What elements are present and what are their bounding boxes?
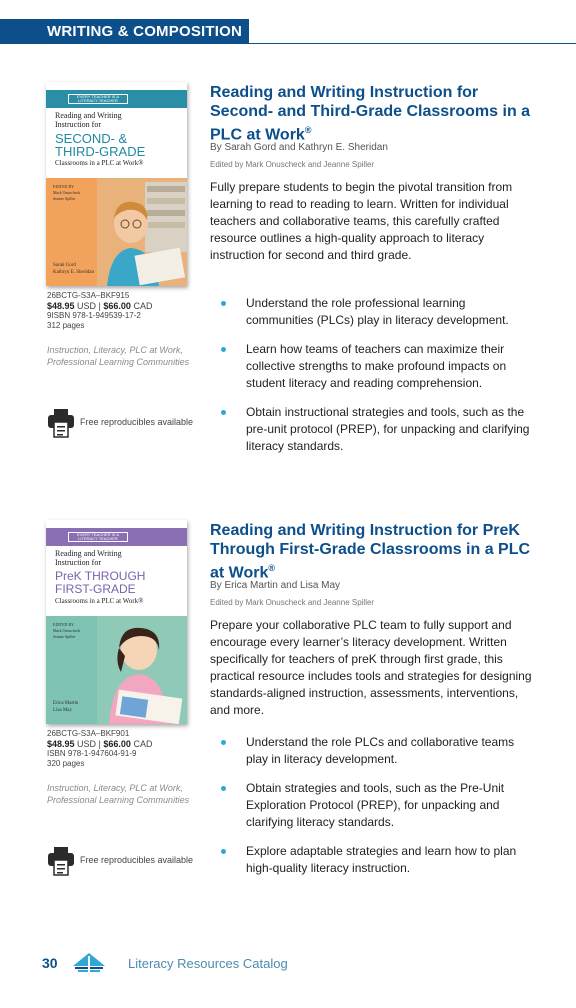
list-item: Obtain strategies and tools, such as the Pre-Unit Exploration Protocol (PREP), for unpacking and clarifying literacy standards.: [216, 780, 536, 831]
cover-series-band: [46, 90, 187, 108]
usd-label: USD |: [77, 739, 101, 749]
isbn: 9ISBN 978-1-949539-17-2: [47, 311, 141, 320]
price: [47, 739, 197, 749]
printer-icon: [47, 408, 75, 438]
cover-editor: Mark Onuscheck: [53, 628, 81, 633]
price-cad: $66.00: [103, 739, 131, 749]
cover-title-big: SECOND- &: [55, 131, 128, 146]
cover-series-band: [46, 528, 187, 546]
cover-title-line: Reading and Writing: [55, 111, 122, 120]
cover-title-line: Reading and Writing: [55, 549, 122, 558]
cover-title-line: Instruction for: [55, 558, 101, 567]
page-count: 320 pages: [47, 759, 85, 768]
printer-icon: [47, 846, 75, 876]
product-code: 26BCTG-S3A–BKF915: [47, 291, 130, 300]
byline: By Sarah Gord and Kathryn E. Sheridan: [210, 142, 388, 153]
cover-title-big: THIRD-GRADE: [55, 144, 146, 159]
list-item: Explore adaptable strategies and learn how to plan high-quality literacy instruction.: [216, 843, 536, 877]
description: Fully prepare students to begin the pivotal transition from learning to read to reading to learn. Written for individual teachers and collaborative teams, this carefully crafted resource outlines a high-quality approach to literacy instruction for second and third grade.: [210, 180, 513, 262]
price-cad: $66.00: [103, 301, 131, 311]
edited-by: Edited by Mark Onuscheck and Jeanne Spiller: [210, 160, 375, 169]
page-footer: [0, 952, 576, 978]
cover-author: Erica Martin: [53, 701, 79, 706]
description: Prepare your collaborative PLC team to fully support and encourage every learner’s literacy development. Written specifically for teachers of preK through first grade, this practical resource includes tools and strategies for designing standards-aligned instruction, assessments, interventions, and more.: [210, 618, 532, 717]
cover-title-big: FIRST-GRADE: [55, 582, 136, 596]
cover-author: Kathryn E. Sheridan: [53, 270, 94, 275]
cover-photo-girl-reading: [97, 616, 187, 724]
reproducibles-note: [47, 408, 207, 438]
reproducibles-text: Free reproducibles available: [80, 417, 194, 427]
book-cover[interactable]: [46, 520, 187, 724]
price-usd: $48.95: [47, 301, 75, 311]
list-item: Learn how teams of teachers can maximize their collective strengths to make profound impacts on student literacy and reading comprehension.: [216, 341, 536, 392]
section-header: [0, 19, 576, 45]
categories: Instruction, Literacy, PLC at Work, Professional Learning Communities: [47, 345, 190, 367]
page-number: 30: [42, 955, 58, 971]
book-meta: [47, 291, 197, 368]
publisher-logo-icon: [72, 952, 106, 974]
isbn: ISBN 978-1-947604-91-9: [47, 749, 137, 758]
cover-title-sub: Classrooms in a PLC at Work®: [55, 597, 144, 605]
edited-by: Edited by Mark Onuscheck and Jeanne Spiller: [210, 598, 375, 607]
cover-lower-panel: [46, 178, 187, 286]
book-title[interactable]: [210, 521, 540, 582]
feature-list: [216, 295, 536, 467]
feature-list: [216, 734, 536, 889]
cover-photo-child-reading: [97, 178, 187, 286]
cover-title-line: Instruction for: [55, 120, 101, 129]
price: [47, 301, 197, 311]
list-item: Understand the role professional learning communities (PLCs) play in literacy development.: [216, 295, 536, 329]
cover-editor: Jeanne Spiller: [53, 634, 76, 639]
cad-label: CAD: [133, 739, 153, 749]
trademark: ®: [304, 125, 312, 135]
cover-edited-by: EDITED BY: [53, 184, 74, 189]
cover-author: Lisa May: [53, 708, 73, 713]
list-item: Understand the role PLCs and collaborative teams play in literacy development.: [216, 734, 536, 768]
catalog-name: Literacy Resources Catalog: [128, 956, 288, 971]
cover-title: [55, 549, 183, 606]
cover-series-tag: EVERY TEACHER IS A LITERACY TEACHER: [68, 532, 128, 542]
section-title: WRITING & COMPOSITION: [0, 19, 249, 44]
cover-editors: [53, 184, 80, 202]
trademark: ®: [268, 563, 276, 573]
book-cover[interactable]: [46, 82, 187, 286]
cover-editor: Mark Onuscheck: [53, 190, 81, 195]
page-count: 312 pages: [47, 321, 85, 330]
book-title[interactable]: [210, 83, 540, 144]
cad-label: CAD: [133, 301, 153, 311]
usd-label: USD |: [77, 301, 101, 311]
cover-edited-by: EDITED BY: [53, 622, 74, 627]
reproducibles-text: Free reproducibles available: [80, 855, 194, 865]
cover-title: [55, 111, 183, 168]
book-meta: [47, 729, 197, 806]
product-code: 26BCTG-S3A–BKF901: [47, 729, 130, 738]
cover-author: Sarah Gord: [53, 263, 76, 268]
cover-authors: [53, 262, 94, 276]
cover-lower-panel: [46, 616, 187, 724]
book-title-text: Reading and Writing Instruction for Second- and Third-Grade Classrooms in a PLC at Work: [210, 84, 531, 144]
cover-title-big: PreK THROUGH: [55, 569, 146, 583]
header-rule: [0, 43, 576, 44]
cover-authors: [53, 700, 78, 714]
cover-title-sub: Classrooms in a PLC at Work®: [55, 159, 144, 167]
cover-editor: Jeanne Spiller: [53, 196, 76, 201]
list-item: Obtain instructional strategies and tools, such as the pre-unit protocol (PREP), for unpacking and clarifying literacy standards.: [216, 404, 536, 455]
book-title-text: Reading and Writing Instruction for PreK Through First-Grade Classrooms in a PLC at Work: [210, 522, 531, 582]
cover-series-tag: EVERY TEACHER IS A LITERACY TEACHER: [68, 94, 128, 104]
cover-editors: [53, 622, 80, 640]
reproducibles-note: [47, 846, 207, 876]
price-usd: $48.95: [47, 739, 75, 749]
byline: By Erica Martin and Lisa May: [210, 580, 341, 591]
categories: Instruction, Literacy, PLC at Work, Professional Learning Communities: [47, 783, 190, 805]
